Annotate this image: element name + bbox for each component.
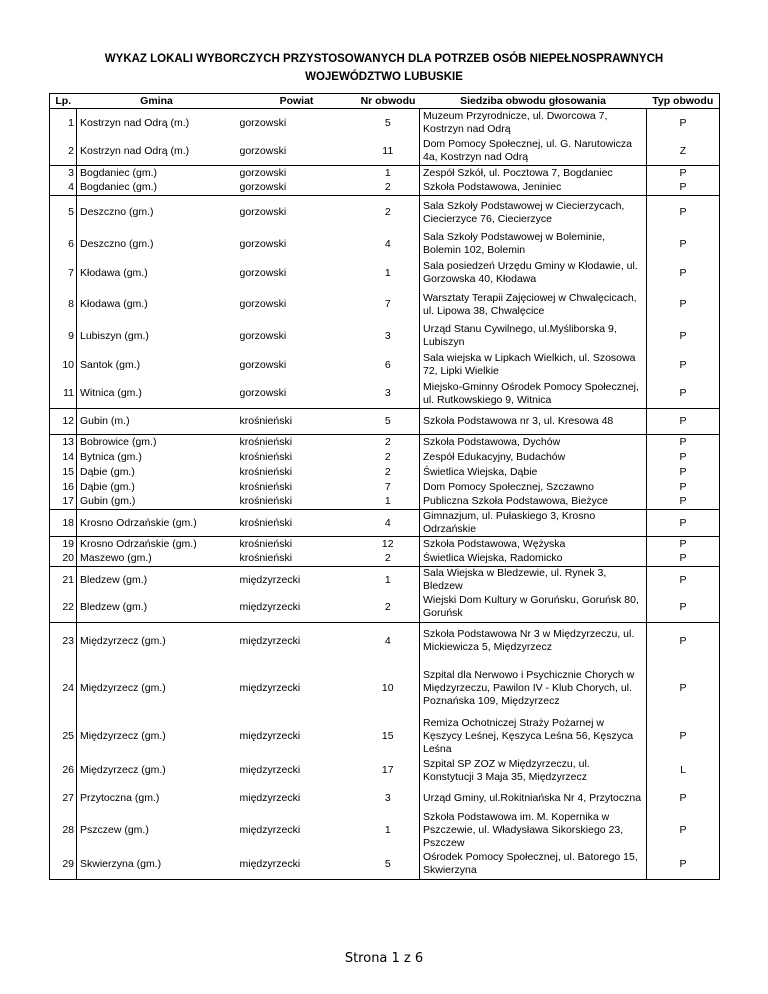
cell-siedziba: Wiejski Dom Kultury w Goruńsku, Goruńsk 80, Goruńsk [420, 593, 647, 622]
cell-powiat: gorzowski [239, 266, 287, 279]
cell-lp: 28 [50, 811, 77, 850]
cell-nr-obwodu: 2 [384, 450, 391, 463]
cell-powiat: gorzowski [239, 329, 287, 342]
cell-lp: 3 [50, 166, 77, 181]
cell-siedziba: Dom Pomocy Społecznej, ul. G. Narutowicza 4a, Kostrzyn nad Odrą [420, 138, 647, 166]
table-row [50, 811, 720, 850]
cell-gmina: Międzyrzecz (gm.) [77, 756, 237, 785]
document-title: WYKAZ LOKALI WYBORCZYCH PRZYSTOSOWANYCH DLA POTRZEB OSÓB NIEPEŁNOSPRAWNYCH [104, 53, 664, 65]
cell-nr-obwodu: 15 [381, 730, 394, 742]
cell-lp: 23 [50, 622, 77, 660]
cell-siedziba: Świetlica Wiejska, Radomicko [420, 552, 647, 567]
cell-gmina: Międzyrzecz (gm.) [77, 717, 237, 756]
table-row [50, 138, 720, 166]
table-row [50, 593, 720, 622]
cell-typ: P [647, 380, 720, 409]
cell-siedziba: Sala Szkoły Podstawowej w Ciecierzycach, Ciecierzyce 76, Ciecierzyce [420, 196, 647, 230]
cell-powiat: międzyrzecki [239, 824, 301, 836]
cell-nr-obwodu: 2 [357, 435, 420, 450]
cell-lp: 18 [50, 510, 77, 537]
cell-siedziba: Urząd Stanu Cywilnego, ul.Myśliborska 9, Lubiszyn [420, 322, 647, 351]
header-powiat: Powiat [237, 94, 357, 109]
cell-lp: 22 [50, 593, 77, 622]
table-row [50, 109, 720, 138]
table-row [50, 380, 720, 409]
cell-nr-obwodu: 4 [357, 510, 420, 537]
cell-powiat: krośnieński [237, 537, 357, 552]
cell-lp: 15 [50, 465, 77, 480]
cell-typ: P [647, 409, 720, 435]
cell-siedziba: Sala posiedzeń Urzędu Gminy w Kłodawie, ul. Gorzowska 40, Kłodawa [420, 259, 647, 288]
cell-lp: 12 [50, 409, 77, 435]
cell-nr-obwodu: 1 [384, 824, 391, 836]
cell-lp: 29 [50, 850, 77, 879]
table-row [50, 537, 720, 552]
cell-powiat: krośnieński [239, 450, 293, 463]
cell-powiat: międzyrzecki [237, 622, 357, 660]
table-header-row [50, 94, 720, 109]
table-row [50, 495, 720, 510]
cell-nr-obwodu: 5 [384, 116, 391, 129]
cell-gmina: Kostrzyn nad Odrą (m.) [77, 109, 237, 138]
table-row [50, 510, 720, 537]
cell-powiat: międzyrzecki [239, 600, 301, 613]
cell-siedziba: Szkoła Podstawowa, Dychów [420, 435, 647, 450]
table-row [50, 259, 720, 288]
cell-lp: 9 [50, 322, 77, 351]
cell-nr-obwodu: 3 [384, 387, 391, 400]
header-lp: Lp. [50, 94, 77, 109]
cell-gmina: Bogdaniec (gm.) [77, 166, 237, 181]
cell-powiat: międzyrzecki [239, 730, 301, 742]
cell-gmina: Krosno Odrzańskie (gm.) [77, 510, 237, 537]
table-row [50, 435, 720, 450]
cell-powiat: międzyrzecki [237, 567, 357, 594]
cell-siedziba: Miejsko-Gminny Ośrodek Pomocy Społecznej, ul. Rutkowskiego 9, Witnica [420, 380, 647, 409]
table-row [50, 567, 720, 594]
cell-siedziba: Szkoła Podstawowa nr 3, ul. Kresowa 48 [420, 409, 647, 435]
cell-siedziba: Szkoła Podstawowa, Wężyska [420, 537, 647, 552]
cell-siedziba: Muzeum Przyrodnicze, ul. Dworcowa 7, Kostrzyn nad Odrą [420, 109, 647, 138]
cell-gmina: Pszczew (gm.) [77, 811, 237, 850]
cell-nr-obwodu: 11 [382, 144, 394, 157]
cell-typ: P [647, 811, 720, 850]
cell-lp: 6 [50, 230, 77, 259]
cell-siedziba: Gimnazjum, ul. Pułaskiego 3, Krosno Odrzańskie [420, 510, 647, 537]
cell-powiat: międzyrzecki [237, 850, 357, 879]
cell-siedziba: Ośrodek Pomocy Społecznej, ul. Batorego 15, Skwierzyna [420, 850, 647, 879]
cell-typ: P [647, 288, 720, 322]
cell-typ: P [647, 181, 720, 196]
cell-gmina: Międzyrzecz (gm.) [77, 622, 237, 660]
cell-gmina: Gubin (gm.) [77, 495, 237, 510]
cell-lp: 7 [50, 259, 77, 288]
cell-lp: 5 [50, 196, 77, 230]
cell-powiat: krośnieński [237, 409, 357, 435]
cell-nr-obwodu: 4 [357, 622, 420, 660]
document-subtitle: WOJEWÓDZTWO LUBUSKIE [305, 71, 463, 83]
cell-lp: 24 [50, 660, 77, 717]
cell-nr-obwodu: 17 [381, 764, 394, 776]
cell-gmina: Bledzew (gm.) [77, 593, 237, 622]
polling-stations-table [49, 93, 720, 880]
table-row [50, 717, 720, 756]
cell-gmina: Kostrzyn nad Odrą (m.) [77, 138, 237, 166]
cell-typ: P [647, 465, 720, 480]
cell-powiat: krośnieński [239, 480, 293, 493]
cell-powiat: gorzowski [239, 144, 287, 157]
cell-powiat: gorzowski [237, 166, 357, 181]
cell-lp: 27 [50, 785, 77, 811]
cell-gmina: Maszewo (gm.) [77, 552, 237, 567]
table-row [50, 409, 720, 435]
cell-nr-obwodu: 2 [384, 181, 391, 194]
cell-typ: P [647, 850, 720, 879]
cell-gmina: Bledzew (gm.) [77, 567, 237, 594]
cell-lp: 21 [50, 567, 77, 594]
cell-siedziba: Zespół Edukacyjny, Budachów [420, 450, 647, 465]
cell-typ: P [647, 717, 720, 756]
cell-gmina: Lubiszyn (gm.) [77, 322, 237, 351]
table-row [50, 166, 720, 181]
cell-siedziba: Publiczna Szkoła Podstawowa, Bieżyce [420, 495, 647, 510]
cell-nr-obwodu: 3 [384, 329, 391, 342]
table-row [50, 785, 720, 811]
cell-lp: 19 [50, 537, 77, 552]
cell-nr-obwodu: 2 [357, 196, 420, 230]
cell-siedziba: Sala Wiejska w Bledzewie, ul. Rynek 3, Bledzew [420, 567, 647, 594]
cell-typ: P [647, 230, 720, 259]
table-row [50, 288, 720, 322]
cell-typ: P [647, 495, 720, 510]
cell-powiat: gorzowski [239, 116, 287, 129]
cell-siedziba: Sala wiejska w Lipkach Wielkich, ul. Szosowa 72, Lipki Wielkie [420, 351, 647, 380]
cell-powiat: krośnieński [237, 435, 357, 450]
cell-siedziba: Urząd Gminy, ul.Rokitniańska Nr 4, Przytoczna [420, 785, 647, 811]
cell-gmina: Bobrowice (gm.) [77, 435, 237, 450]
cell-powiat: gorzowski [237, 196, 357, 230]
cell-siedziba: Szkoła Podstawowa im. M. Kopernika w Pszczewie, ul. Władysława Sikorskiego 23, Pszczew [420, 811, 647, 850]
cell-typ: P [647, 196, 720, 230]
cell-nr-obwodu: 1 [357, 166, 420, 181]
cell-powiat: gorzowski [239, 358, 287, 371]
cell-gmina: Bytnica (gm.) [77, 450, 237, 465]
cell-siedziba: Szkoła Podstawowa, Jeniniec [420, 181, 647, 196]
cell-gmina: Kłodawa (gm.) [77, 259, 237, 288]
cell-powiat: gorzowski [239, 387, 287, 400]
cell-typ: P [647, 785, 720, 811]
cell-siedziba: Dom Pomocy Społecznej, Szczawno [420, 480, 647, 495]
cell-nr-obwodu: 2 [384, 465, 391, 478]
table-row [50, 756, 720, 785]
cell-siedziba: Szpital dla Nerwowo i Psychicznie Chorych w Międzyrzeczu, Pawilon IV - Klub Chorych, ul. Poznańska 109, Międzyrzecz [420, 660, 647, 717]
cell-lp: 2 [50, 138, 77, 166]
header-siedziba: Siedziba obwodu głosowania [420, 94, 647, 109]
cell-gmina: Przytoczna (gm.) [77, 785, 237, 811]
cell-siedziba: Warsztaty Terapii Zajęciowej w Chwalęcicach, ul. Lipowa 38, Chwalęcice [420, 288, 647, 322]
cell-lp: 1 [50, 109, 77, 138]
cell-siedziba: Świetlica Wiejska, Dąbie [420, 465, 647, 480]
cell-gmina: Gubin (m.) [77, 409, 237, 435]
cell-lp: 14 [50, 450, 77, 465]
table-row [50, 622, 720, 660]
cell-nr-obwodu: 4 [384, 237, 391, 250]
cell-gmina: Witnica (gm.) [77, 380, 237, 409]
cell-siedziba: Szpital SP ZOZ w Międzyrzeczu, ul. Konstytucji 3 Maja 35, Międzyrzecz [420, 756, 647, 785]
cell-nr-obwodu: 7 [384, 480, 391, 493]
cell-powiat: międzyrzecki [239, 682, 301, 694]
cell-typ: P [647, 537, 720, 552]
cell-typ: P [647, 259, 720, 288]
cell-typ: P [647, 166, 720, 181]
cell-gmina: Międzyrzecz (gm.) [77, 660, 237, 717]
cell-powiat: gorzowski [239, 237, 287, 250]
cell-typ: P [647, 351, 720, 380]
cell-nr-obwodu: 1 [357, 567, 420, 594]
cell-powiat: krośnieński [239, 465, 293, 478]
cell-nr-obwodu: 7 [384, 298, 391, 310]
page-footer: Strona 1 z 6 [344, 951, 424, 966]
header-nr-obwodu: Nr obwodu [357, 94, 420, 109]
cell-lp: 20 [50, 552, 77, 567]
cell-lp: 26 [50, 756, 77, 785]
cell-lp: 10 [50, 351, 77, 380]
table-row [50, 196, 720, 230]
cell-typ: P [647, 480, 720, 495]
cell-lp: 4 [50, 181, 77, 196]
cell-gmina: Krosno Odrzańskie (gm.) [77, 537, 237, 552]
cell-typ: P [647, 567, 720, 594]
table-row [50, 552, 720, 567]
cell-gmina: Dąbie (gm.) [77, 465, 237, 480]
table-row [50, 450, 720, 465]
cell-typ: Z [647, 138, 720, 166]
cell-powiat: krośnieński [239, 552, 293, 565]
cell-lp: 13 [50, 435, 77, 450]
cell-gmina: Deszczno (gm.) [77, 230, 237, 259]
cell-nr-obwodu: 1 [384, 266, 391, 279]
cell-typ: P [647, 593, 720, 622]
cell-gmina: Skwierzyna (gm.) [77, 850, 237, 879]
table-row [50, 480, 720, 495]
cell-nr-obwodu: 12 [357, 537, 420, 552]
cell-nr-obwodu: 5 [357, 409, 420, 435]
cell-nr-obwodu: 3 [384, 791, 391, 804]
cell-siedziba: Sala Szkoły Podstawowej w Boleminie, Bolemin 102, Bolemin [420, 230, 647, 259]
table-row [50, 850, 720, 879]
cell-powiat: krośnieński [239, 495, 293, 508]
cell-nr-obwodu: 2 [384, 600, 391, 613]
cell-gmina: Dąbie (gm.) [77, 480, 237, 495]
table-row [50, 322, 720, 351]
cell-powiat: gorzowski [239, 181, 287, 194]
cell-typ: L [647, 756, 720, 785]
cell-gmina: Bogdaniec (gm.) [77, 181, 237, 196]
cell-lp: 25 [50, 717, 77, 756]
cell-nr-obwodu: 6 [384, 358, 391, 371]
cell-typ: P [647, 450, 720, 465]
cell-lp: 17 [50, 495, 77, 510]
cell-typ: P [647, 109, 720, 138]
cell-lp: 16 [50, 480, 77, 495]
cell-gmina: Kłodawa (gm.) [77, 288, 237, 322]
cell-nr-obwodu: 2 [384, 552, 391, 565]
table-row [50, 351, 720, 380]
cell-powiat: międzyrzecki [239, 764, 301, 776]
cell-typ: P [647, 552, 720, 567]
cell-typ: P [647, 322, 720, 351]
cell-gmina: Santok (gm.) [77, 351, 237, 380]
cell-siedziba: Zespół Szkół, ul. Pocztowa 7, Bogdaniec [420, 166, 647, 181]
cell-typ: P [647, 660, 720, 717]
cell-powiat: międzyrzecki [239, 791, 301, 804]
cell-typ: P [647, 435, 720, 450]
cell-powiat: krośnieński [237, 510, 357, 537]
table-row [50, 465, 720, 480]
cell-powiat: gorzowski [239, 298, 287, 310]
cell-siedziba: Remiza Ochotniczej Straży Pożarnej w Kęszycy Leśnej, Kęszyca Leśna 56, Kęszyca Leśna [420, 717, 647, 756]
header-gmina: Gmina [77, 94, 237, 109]
cell-typ: P [647, 622, 720, 660]
table-row [50, 181, 720, 196]
cell-siedziba: Szkoła Podstawowa Nr 3 w Międzyrzeczu, ul. Mickiewicza 5, Międzyrzecz [420, 622, 647, 660]
table-row [50, 660, 720, 717]
cell-lp: 8 [50, 288, 77, 322]
table-row [50, 230, 720, 259]
cell-gmina: Deszczno (gm.) [77, 196, 237, 230]
cell-nr-obwodu: 5 [357, 850, 420, 879]
header-typ: Typ obwodu [647, 94, 720, 109]
cell-lp: 11 [50, 380, 77, 409]
cell-nr-obwodu: 10 [381, 682, 394, 694]
cell-typ: P [647, 510, 720, 537]
cell-nr-obwodu: 1 [384, 495, 391, 508]
